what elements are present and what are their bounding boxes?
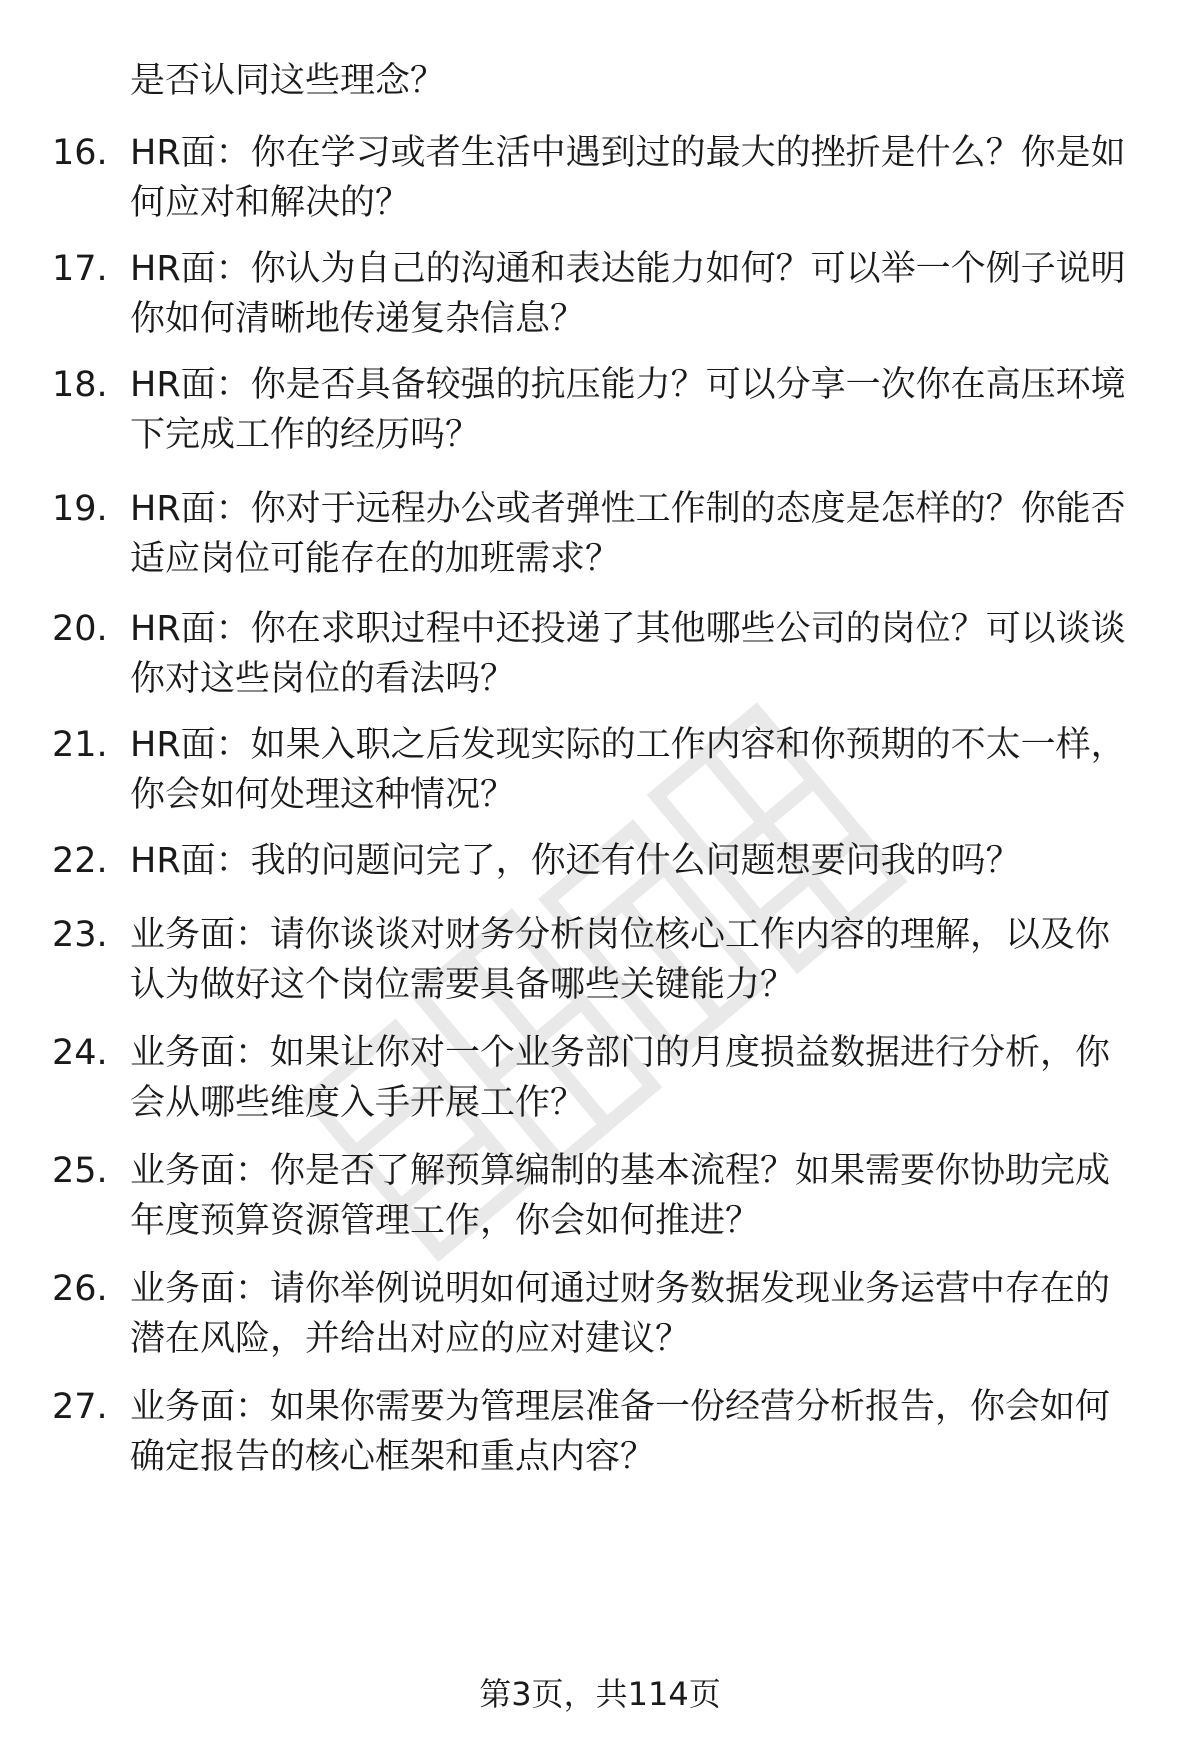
item-text: [130, 360, 1170, 460]
item-line: 年度预算资源管理工作，你会如何推进？: [130, 1201, 761, 1241]
item-line: HR面：如果入职之后发现实际的工作内容和你预期的不太一样，: [130, 725, 1126, 765]
item-line: HR面：你是否具备较强的抗压能力？可以分享一次你在高压环境: [130, 365, 1126, 405]
item-text: [130, 604, 1170, 704]
item-line: HR面：你认为自己的沟通和表达能力如何？可以举一个例子说明: [130, 249, 1126, 289]
item-text: [130, 128, 1170, 228]
item-line: 业务面：如果你需要为管理层准备一份经营分析报告，你会如何: [130, 1387, 1111, 1427]
item-line: HR面：你对于远程办公或者弹性工作制的态度是怎样的？你能否: [130, 489, 1126, 529]
item-line: 认为做好这个岗位需要具备哪些关键能力？: [130, 965, 796, 1005]
item-text: [130, 1028, 1170, 1128]
item-number: 22.: [52, 841, 108, 881]
item-number: 20.: [52, 609, 108, 649]
item-line: 确定报告的核心框架和重点内容？: [130, 1437, 656, 1477]
item-number: 27.: [52, 1387, 108, 1427]
item-number: 26.: [52, 1269, 108, 1309]
item-line: 业务面：请你谈谈对财务分析岗位核心工作内容的理解，以及你: [130, 915, 1111, 955]
item-text: [130, 910, 1170, 1010]
item-text: [130, 244, 1170, 344]
item-line: 潜在风险，并给出对应的应对建议？: [130, 1319, 691, 1359]
item-line: 适应岗位可能存在的加班需求？: [130, 539, 621, 579]
item-number: 24.: [52, 1033, 108, 1073]
item-line: 下完成工作的经历吗？: [130, 415, 481, 455]
item-line: 你如何清晰地传递复杂信息？: [130, 299, 586, 339]
item-line: 你会如何处理这种情况？: [130, 775, 516, 815]
item-line: 你对这些岗位的看法吗？: [130, 659, 516, 699]
item-text: [130, 836, 1170, 886]
continuation-text: 是否认同这些理念？: [130, 61, 446, 101]
item-number: 21.: [52, 725, 108, 765]
page-footer: 第3页，共114页: [479, 1675, 721, 1713]
item-line: HR面：我的问题问完了，你还有什么问题想要问我的吗？: [130, 841, 1021, 881]
item-line: 业务面：你是否了解预算编制的基本流程？如果需要你协助完成: [130, 1151, 1111, 1191]
item-number: 18.: [52, 365, 108, 405]
item-line: HR面：你在求职过程中还投递了其他哪些公司的岗位？可以谈谈: [130, 609, 1126, 649]
item-text: [130, 484, 1170, 584]
item-number: 17.: [52, 249, 108, 289]
item-line: 何应对和解决的？: [130, 183, 411, 223]
item-number: 19.: [52, 489, 108, 529]
item-text: [130, 720, 1170, 820]
item-line: 业务面：如果让你对一个业务部门的月度损益数据进行分析，你: [130, 1033, 1111, 1073]
item-text: [130, 1382, 1170, 1482]
item-text: [130, 1264, 1170, 1364]
item-number: 23.: [52, 915, 108, 955]
item-text: [130, 1146, 1170, 1246]
item-line: HR面：你在学习或者生活中遇到过的最大的挫折是什么？你是如: [130, 133, 1126, 173]
item-line: 业务面：请你举例说明如何通过财务数据发现业务运营中存在的: [130, 1269, 1111, 1309]
item-line: 会从哪些维度入手开展工作？: [130, 1083, 586, 1123]
item-number: 25.: [52, 1151, 108, 1191]
item-number: 16.: [52, 133, 108, 173]
